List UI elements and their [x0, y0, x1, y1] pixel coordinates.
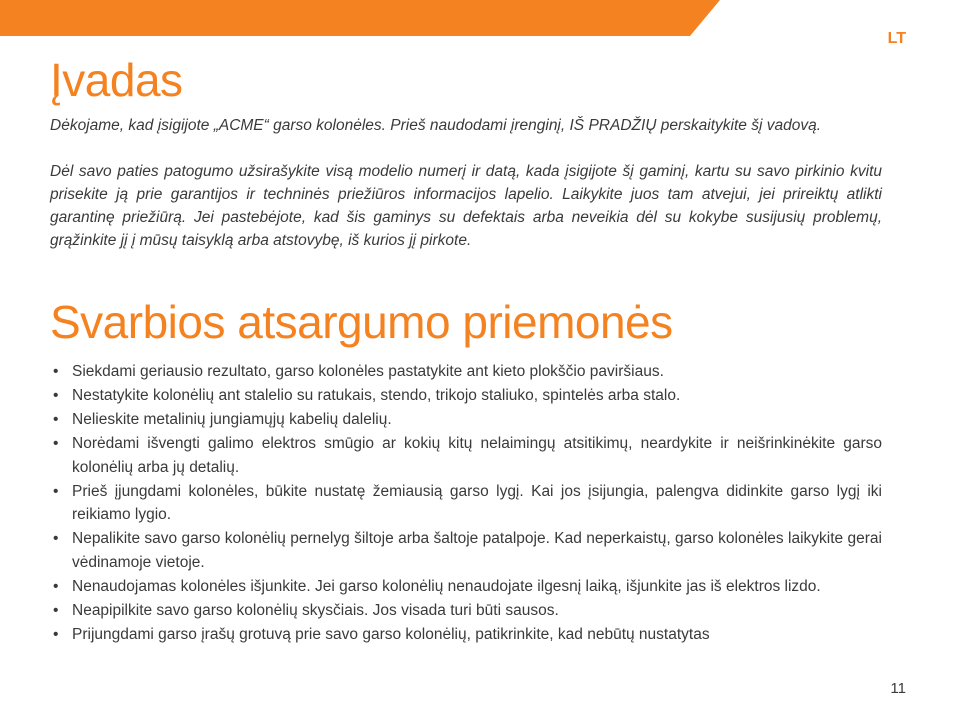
list-item: • Nepalikite savo garso kolonėlių pernelyg šiltoje arba šaltoje patalpoje. Kad neperkaistų, garso kolonėles laikykite gerai vėdinamoje vietoje. [50, 527, 882, 574]
list-item: • Norėdami išvengti galimo elektros smūgio ar kokių kitų nelaimingų atsitikimų, neardykite ir neišrinkinėkite garso kolonėlių arba jų detalių. [50, 432, 882, 479]
safety-list [50, 360, 882, 647]
list-item: • Nelieskite metalinių jungiamųjų kabelių dalelių. [50, 408, 882, 432]
language-code: LT [887, 30, 906, 47]
page-number: 11 [890, 680, 906, 697]
intro-text [50, 114, 882, 252]
list-item: • Prieš įjungdami kolonėles, būkite nustatę žemiausią garso lygį. Kai jos įsijungia, palengva didinkite garso lygį iki reikiamo lygio. [50, 480, 882, 527]
list-item: • Neapipilkite savo garso kolonėlių skysčiais. Jos visada turi būti sausos. [50, 599, 882, 623]
safety-title: Svarbios atsargumo priemonės [50, 296, 673, 348]
list-item: • Prijungdami garso įrašų grotuvą prie savo garso kolonėlių, patikrinkite, kad nebūtų nustatytas [50, 623, 882, 647]
list-item: • Nenaudojamas kolonėles išjunkite. Jei garso kolonėlių nenaudojate ilgesnį laiką, išjunkite jas iš elektros lizdo. [50, 575, 882, 599]
intro-title: Įvadas [50, 54, 183, 106]
header-band [0, 0, 720, 36]
intro-paragraph-1: Dėkojame, kad įsigijote „ACME“ garso kolonėles. Prieš naudodami įrenginį, IŠ PRADŽIŲ perskaitykite šį vadovą. [50, 117, 822, 134]
list-item: • Siekdami geriausio rezultato, garso kolonėles pastatykite ant kieto plokščio paviršiaus. [50, 360, 882, 384]
list-item: • Nestatykite kolonėlių ant stalelio su ratukais, stendo, trikojo staliuko, spintelės arba stalo. [50, 384, 882, 408]
intro-paragraph-2: Dėl savo paties patogumo užsirašykite visą modelio numerį ir datą, kada įsigijote šį gaminį, kartu su savo pirkinio kvitu prisekite ją prie garantijos ir techninės priežiūros informacijos lapelio. Laikykite juos tam atvejui, jei prireiktų atlikti garantinę priežiūrą. Jei pastebėjote, kad šis gaminys su defektais arba neveikia dėl su kokybe susijusių problemų, grąžinkite jį į mūsų taisyklą arba atstovybę, iš kurios jį pirkote. [50, 163, 882, 249]
